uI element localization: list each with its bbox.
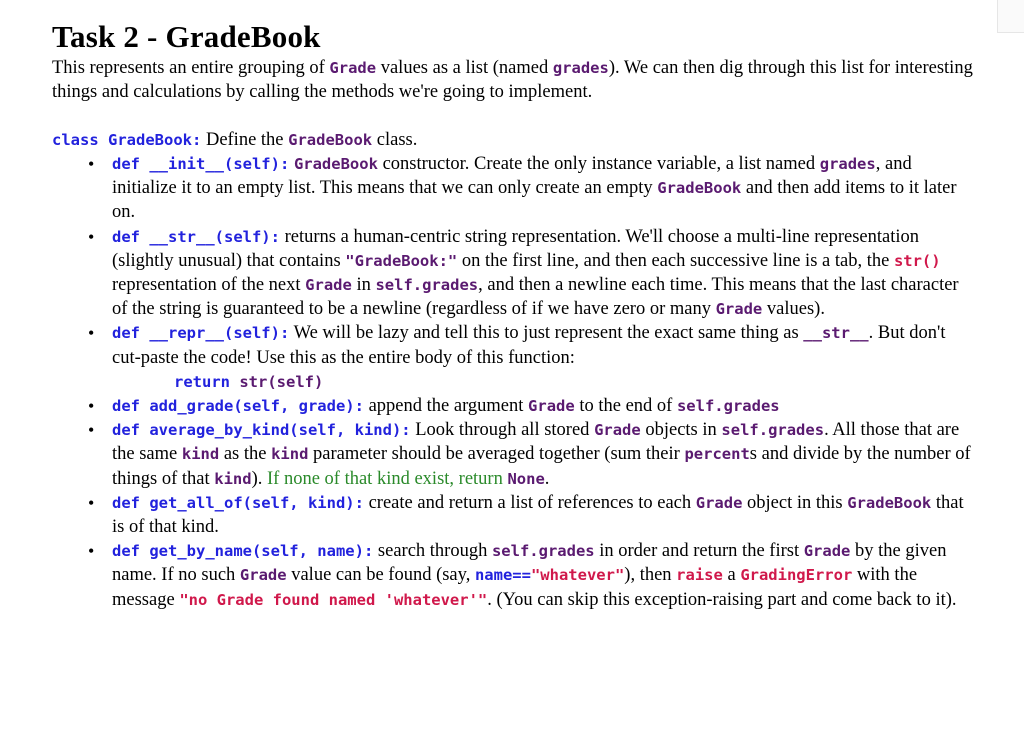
item-text: . bbox=[544, 468, 550, 489]
item-text: representation of the next bbox=[112, 275, 306, 296]
code-signature: __str__(self): bbox=[149, 227, 280, 246]
code-signature: __init__(self): bbox=[149, 155, 290, 173]
item-text: with the message bbox=[112, 565, 918, 610]
code-function: str() bbox=[893, 251, 941, 270]
code-name: __str__ bbox=[803, 324, 869, 343]
code-name: Grade bbox=[305, 276, 352, 295]
code-def: def bbox=[112, 227, 150, 246]
list-item-get-all-of bbox=[112, 491, 977, 539]
item-text: . But don't cut-paste the code! Use this as the entire body of this function: bbox=[112, 323, 946, 368]
item-text: search through bbox=[373, 541, 492, 562]
document-page bbox=[52, 18, 977, 612]
code-name: self.grades bbox=[721, 421, 825, 440]
code-signature: get_all_of(self, kind): bbox=[149, 493, 364, 512]
class-text: Define the bbox=[201, 130, 289, 150]
item-text: and then add items to it later on. bbox=[112, 178, 957, 223]
code-name: GradingError bbox=[740, 566, 853, 585]
code-signature: average_by_kind(self, kind): bbox=[149, 421, 411, 440]
item-text: that is of that kind. bbox=[112, 492, 964, 538]
item-text: ), then bbox=[624, 565, 677, 586]
code-name: self.grades bbox=[375, 276, 479, 295]
page-title: Task 2 - GradeBook bbox=[52, 19, 321, 54]
intro-text: ). We can then dig through this list for interesting things and calculations by calling the methods we're going to implement. bbox=[52, 58, 973, 102]
class-definition-line bbox=[52, 128, 977, 152]
code-name: GradeBook bbox=[847, 493, 932, 512]
item-text: create and return a list of references to each bbox=[363, 492, 696, 513]
item-text: , and initialize it to an empty list. This means that we can only create an empty bbox=[112, 154, 912, 199]
code-name: GradeBook bbox=[293, 155, 378, 173]
code-def: def bbox=[112, 421, 150, 440]
list-item-get-by-name bbox=[112, 539, 977, 612]
item-text: parameter should be averaged together (sum their bbox=[308, 444, 685, 465]
item-text: objects in bbox=[640, 420, 722, 441]
item-text: s and divide by the number of things of that bbox=[112, 444, 971, 489]
item-text: values). bbox=[762, 299, 825, 320]
code-signature: __repr__(self): bbox=[149, 324, 290, 343]
item-text: as the bbox=[219, 444, 272, 465]
item-text: Look through all stored bbox=[410, 420, 595, 441]
code-name: Grade bbox=[715, 300, 763, 319]
code-class-name: GradeBook bbox=[288, 131, 373, 149]
code-def: def bbox=[112, 397, 150, 416]
item-text: in bbox=[351, 275, 376, 296]
code-name: kind bbox=[271, 445, 309, 464]
list-item-average-by-kind bbox=[112, 418, 977, 491]
item-text: to the end of bbox=[574, 396, 677, 417]
intro-text: This represents an entire grouping of bbox=[52, 58, 330, 78]
highlight-text: If none of that kind exist, return bbox=[267, 468, 508, 489]
item-text: We will be lazy and tell this to just represent the exact same thing as bbox=[289, 323, 804, 344]
list-item-init bbox=[112, 152, 977, 225]
code-name: GradeBook bbox=[657, 179, 742, 198]
code-name: None bbox=[507, 469, 545, 488]
list-item-repr bbox=[112, 321, 977, 394]
code-name: Grade bbox=[528, 397, 575, 416]
item-text: constructor. Create the only instance variable, a list named bbox=[377, 154, 820, 174]
code-name: Grade bbox=[803, 542, 851, 561]
item-text: returns a human-centric string representation. We'll choose a multi-line representation (slightly unusual) that contains bbox=[112, 226, 920, 271]
list-item-str bbox=[112, 225, 977, 322]
code-def: def bbox=[112, 493, 150, 512]
item-text: append the argument bbox=[363, 396, 529, 417]
item-text: ). bbox=[251, 468, 268, 489]
item-text: . All those that are the same bbox=[112, 420, 960, 465]
item-text: . (You can skip this exception-raising part and come back to it). bbox=[487, 589, 957, 610]
code-block bbox=[174, 370, 977, 394]
code-name: self.grades bbox=[491, 542, 595, 561]
class-text: class. bbox=[372, 130, 418, 150]
code-name: kind bbox=[181, 445, 220, 464]
code-name: grades bbox=[819, 155, 876, 173]
code-expression: name== bbox=[474, 566, 531, 585]
code-string-literal: "no Grade found named 'whatever'" bbox=[179, 590, 488, 609]
intro-paragraph bbox=[52, 56, 977, 104]
item-text: object in this bbox=[742, 492, 848, 513]
code-name: Grade bbox=[695, 493, 743, 512]
scrollbar[interactable] bbox=[997, 0, 1024, 33]
item-text: by the given name. If no such bbox=[112, 541, 947, 586]
code-string-literal: "whatever" bbox=[530, 566, 625, 585]
code-name: Grade bbox=[594, 421, 641, 440]
code-keyword: class bbox=[52, 131, 108, 149]
item-text: value can be found (say, bbox=[286, 565, 475, 586]
code-def: def bbox=[112, 324, 150, 343]
code-expression: str(self) bbox=[230, 372, 324, 391]
method-list bbox=[52, 152, 977, 612]
code-grades: grades bbox=[552, 59, 609, 77]
code-grade: Grade bbox=[329, 59, 377, 77]
item-text: on the first line, and then each successive line is a tab, the bbox=[457, 250, 894, 271]
code-keyword: return bbox=[174, 372, 230, 391]
item-text: a bbox=[722, 565, 741, 586]
code-def: def bbox=[112, 155, 150, 173]
code-keyword: raise bbox=[676, 566, 723, 585]
code-name: Grade bbox=[239, 566, 287, 585]
item-text: , and then a newline each time. This means that the last character of the string is guaranteed to be a newline (regardless of if we have zero or many bbox=[112, 275, 959, 320]
code-signature: add_grade(self, grade): bbox=[149, 397, 364, 416]
list-item-add-grade bbox=[112, 394, 977, 418]
code-class-name: GradeBook: bbox=[108, 131, 202, 149]
code-name: self.grades bbox=[676, 397, 780, 416]
code-string-literal: "GradeBook:" bbox=[345, 251, 458, 270]
code-def: def bbox=[112, 542, 150, 561]
code-name: kind bbox=[214, 469, 252, 488]
item-text: in order and return the first bbox=[594, 541, 804, 562]
code-name: percent bbox=[684, 445, 750, 464]
code-signature: get_by_name(self, name): bbox=[149, 542, 374, 561]
intro-text: values as a list (named bbox=[376, 58, 553, 78]
